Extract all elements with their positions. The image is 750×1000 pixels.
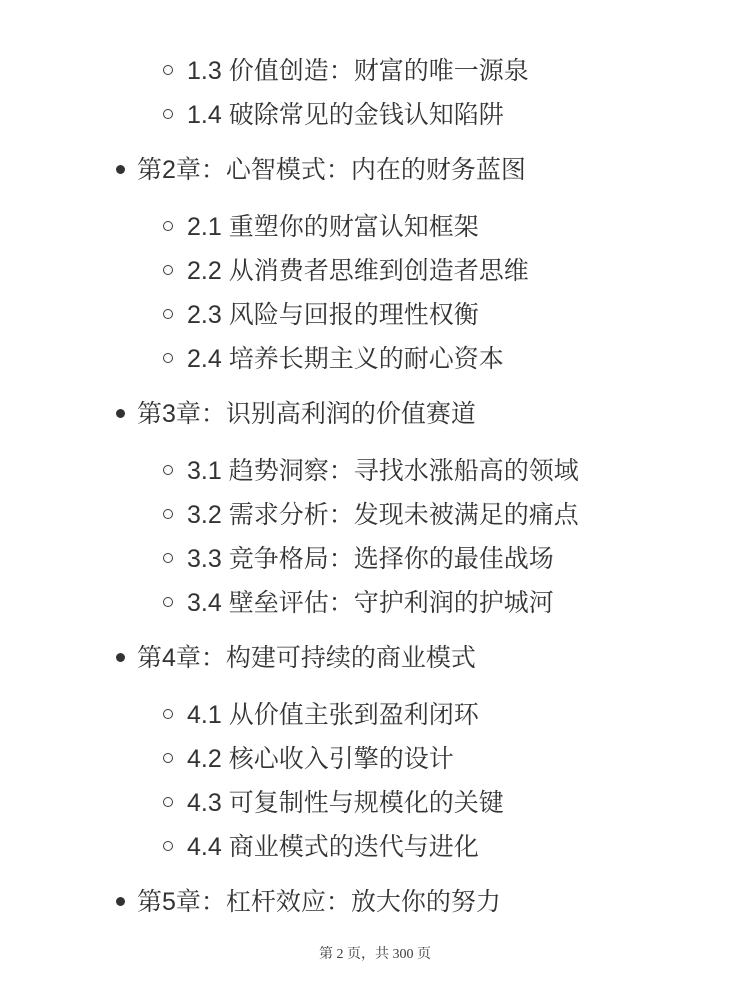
chapters-list [137, 153, 710, 919]
chapter-title: 第5章：杠杆效应：放大你的努力 [137, 888, 501, 916]
toc-section-item: 2.4 培养长期主义的耐心资本 [187, 342, 710, 376]
toc-section-item: 4.3 可复制性与规模化的关键 [187, 786, 710, 820]
toc-section-item: 2.1 重塑你的财富认知框架 [187, 210, 710, 244]
chapter-sections-list [137, 210, 710, 376]
chapter-sections-list [137, 698, 710, 864]
toc-section-item: 2.2 从消费者思维到创造者思维 [187, 254, 710, 288]
table-of-contents [137, 54, 710, 919]
chapter1-sections-list [137, 54, 710, 132]
chapter-sections-list [137, 454, 710, 620]
page-footer [0, 945, 750, 965]
toc-chapter-item [137, 885, 710, 919]
chapter-title: 第3章：识别高利润的价值赛道 [137, 400, 476, 428]
chapter-title: 第4章：构建可持续的商业模式 [137, 644, 476, 672]
toc-section-item: 1.3 价值创造：财富的唯一源泉 [187, 54, 710, 88]
toc-section-item: 3.3 竞争格局：选择你的最佳战场 [187, 542, 710, 576]
toc-section-item: 3.4 壁垒评估：守护利润的护城河 [187, 586, 710, 620]
toc-section-item: 4.2 核心收入引擎的设计 [187, 742, 710, 776]
toc-chapter-item [137, 153, 710, 376]
toc-section-item: 4.1 从价值主张到盈利闭环 [187, 698, 710, 732]
toc-section-item: 3.2 需求分析：发现未被满足的痛点 [187, 498, 710, 532]
toc-section-item: 2.3 风险与回报的理性权衡 [187, 298, 710, 332]
page-number-text: 第 2 页，共 300 页 [319, 947, 431, 962]
chapter-title: 第2章：心智模式：内在的财务蓝图 [137, 156, 526, 184]
toc-section-item: 3.1 趋势洞察：寻找水涨船高的领域 [187, 454, 710, 488]
toc-chapter-item [137, 641, 710, 864]
toc-chapter-item [137, 397, 710, 620]
toc-section-item: 1.4 破除常见的金钱认知陷阱 [187, 98, 710, 132]
toc-section-item: 4.4 商业模式的迭代与进化 [187, 830, 710, 864]
